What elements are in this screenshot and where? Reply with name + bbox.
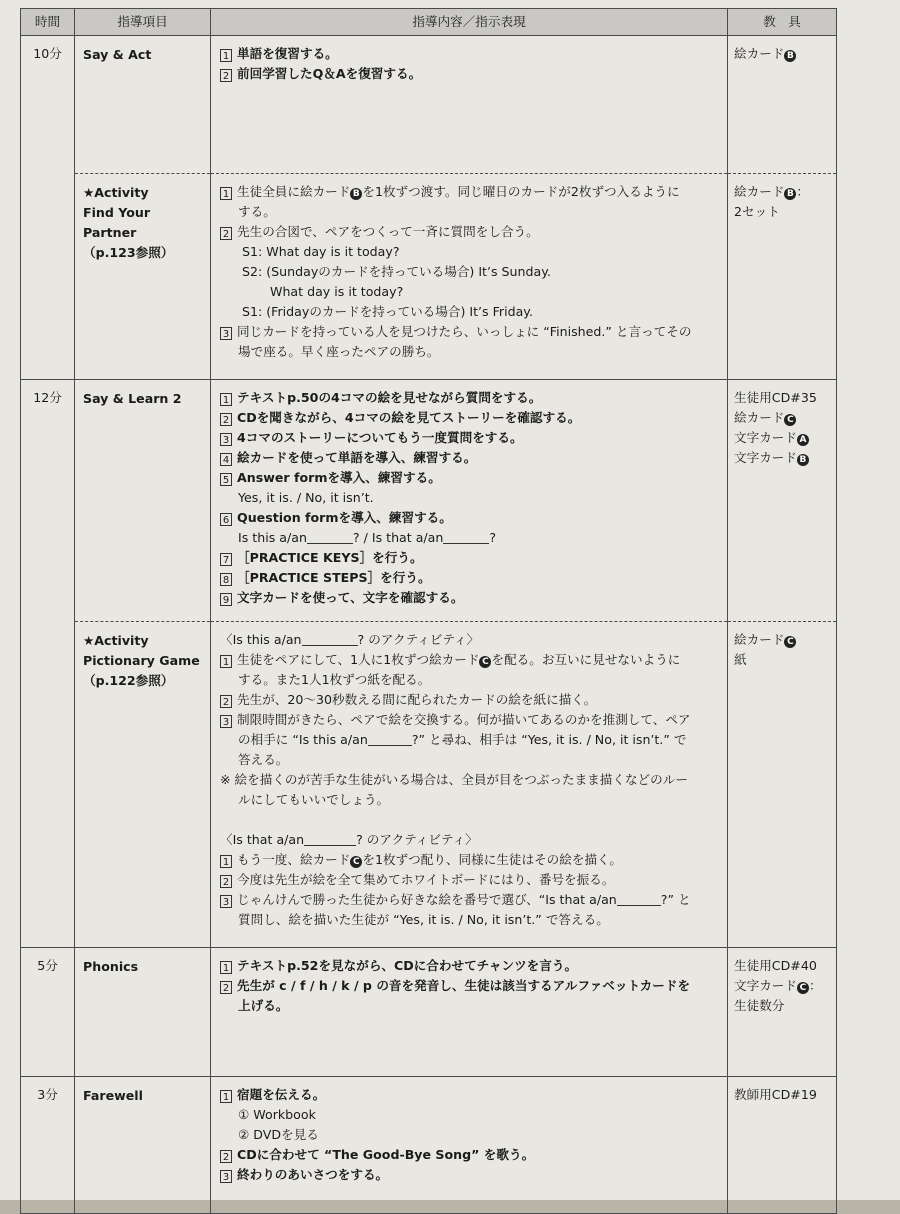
step-text: 今度は先生が絵を全て集めてホワイトボードにはり、番号を振る。 <box>237 872 615 887</box>
tool-text: 生徒用CD#40 <box>734 958 817 973</box>
tools-cell <box>728 948 837 1077</box>
step-text: もう一度、絵カード <box>237 852 351 867</box>
step-text: を1枚ずつ渡す。同じ曜日のカードが2枚ずつ入るように <box>362 184 680 199</box>
blank-underline <box>302 631 358 646</box>
step-text: 生徒をペアにして、1人に1枚ずつ絵カード <box>237 652 480 667</box>
step-number: 9 <box>220 593 232 606</box>
header-content: 指導内容／指示表現 <box>211 9 728 36</box>
dialogue-line: S1: What day is it today? <box>242 244 400 259</box>
tools-cell <box>728 1077 837 1214</box>
step-number: 2 <box>220 981 232 994</box>
step-number: 3 <box>220 327 232 340</box>
step-text: を配る。お互いに見せないように <box>491 652 681 667</box>
marker-c: C <box>797 982 809 994</box>
marker-c: C <box>479 656 491 668</box>
table-row <box>21 36 837 174</box>
step-text: 4コマのストーリーについてもう一度質問をする。 <box>237 430 523 445</box>
step-number: 3 <box>220 433 232 446</box>
tools-cell <box>728 36 837 174</box>
step-number: 2 <box>220 413 232 426</box>
marker-a: A <box>797 434 809 446</box>
step-number: 6 <box>220 513 232 526</box>
tool-text: 教師用CD#19 <box>734 1087 817 1102</box>
dialogue-line: What day is it today? <box>270 284 404 299</box>
step-text: 先生が、20～30秒数える間に配られたカードの絵を紙に描く。 <box>237 692 597 707</box>
tool-text: 生徒数分 <box>734 998 785 1013</box>
step-text: 前回学習したQ＆Aを復習する。 <box>237 66 422 81</box>
time-cell: 12分 <box>21 380 75 948</box>
header-time: 時間 <box>21 9 75 36</box>
step-number: 4 <box>220 453 232 466</box>
step-text: を1枚ずつ配り、同様に生徒はその絵を描く。 <box>362 852 622 867</box>
table-row <box>21 174 837 380</box>
tool-text: ： <box>808 978 822 993</box>
tool-text: 文字カード <box>734 430 797 445</box>
step-number: 1 <box>220 49 232 62</box>
item-line: ★Activity <box>83 185 149 200</box>
tool-text: 絵カード <box>734 184 785 199</box>
blank-underline <box>307 529 353 544</box>
table-row <box>21 948 837 1077</box>
table-row <box>21 380 837 622</box>
step-number: 1 <box>220 187 232 200</box>
content-cell <box>211 380 728 622</box>
content-cell <box>211 174 728 380</box>
step-number: 1 <box>220 961 232 974</box>
step-text: する。 <box>238 204 276 219</box>
tool-text: 文字カード <box>734 450 797 465</box>
blank-underline <box>304 831 356 846</box>
step-text: CDに合わせて “The Good-Bye Song” を歌う。 <box>237 1147 535 1162</box>
table-row <box>21 1077 837 1214</box>
time-cell: 10分 <box>21 36 75 380</box>
dialogue-line: S1: (Fridayのカードを持っている場合) It’s Friday. <box>242 304 533 319</box>
tool-text: 絵カード <box>734 632 785 647</box>
step-number: 3 <box>220 715 232 728</box>
step-text: 生徒全員に絵カード <box>237 184 351 199</box>
step-number: 1 <box>220 655 232 668</box>
tool-text: 2セット <box>734 204 780 219</box>
step-number: 5 <box>220 473 232 486</box>
example-line: ? <box>489 530 497 545</box>
step-number: 1 <box>220 393 232 406</box>
step-text: 制限時間がきたら、ペアで絵を交換する。何が描いてあるのかを推測して、ペア <box>237 712 691 727</box>
example-line: Yes, it is. / No, it isn’t. <box>238 490 374 505</box>
subheading: 〈Is that a/an <box>220 832 305 847</box>
note-text: ルにしてもいいでしょう。 <box>238 792 390 807</box>
header-item: 指導項目 <box>75 9 211 36</box>
step-text: 上げる。 <box>238 998 289 1013</box>
table-header-row <box>21 9 837 36</box>
step-number: 2 <box>220 227 232 240</box>
subheading: ? のアクティビティ〉 <box>356 832 478 847</box>
dialogue-line: S2: (Sundayのカードを持っている場合) It’s Sunday. <box>242 264 551 279</box>
lesson-plan-table <box>20 8 837 1214</box>
blank-underline <box>368 731 412 746</box>
step-text: 質問し、絵を描いた生徒が “Yes, it is. / No, it isn’t.” で答える。 <box>238 912 609 927</box>
item-cell <box>75 174 211 380</box>
item-title: Say & Learn 2 <box>83 391 182 406</box>
item-title: Say & Act <box>83 47 152 62</box>
tool-text: 絵カード <box>734 410 785 425</box>
item-cell <box>75 36 211 174</box>
step-number: 2 <box>220 875 232 888</box>
step-text: ?” と尋ね、相手は “Yes, it is. / No, it isn’t.” で <box>411 732 687 747</box>
subheading: 〈Is this a/an <box>220 632 302 647</box>
marker-b: B <box>797 454 809 466</box>
step-number: 2 <box>220 1150 232 1163</box>
step-text: 答える。 <box>238 752 289 767</box>
step-number: 2 <box>220 69 232 82</box>
step-number: 1 <box>220 855 232 868</box>
step-text: 先生の合図で、ペアをつくって一斉に質問をし合う。 <box>237 224 539 239</box>
step-text: 宿題を伝える。 <box>237 1087 326 1102</box>
step-text: 同じカードを持っている人を見つけたら、いっしょに “Finished.” と言ってその <box>237 324 692 339</box>
tool-text: 絵カード <box>734 46 785 61</box>
step-text: 単語を復習する。 <box>237 46 338 61</box>
step-text: の相手に “Is this a/an <box>238 732 368 747</box>
content-cell <box>211 948 728 1077</box>
content-cell <box>211 1077 728 1214</box>
marker-c: C <box>350 856 362 868</box>
step-text: ?” と <box>660 892 691 907</box>
item-line: Find Your <box>83 205 151 220</box>
item-line: ★Activity <box>83 633 149 648</box>
marker-c: C <box>784 636 796 648</box>
marker-c: C <box>784 414 796 426</box>
item-line: （p.123参照） <box>83 245 174 260</box>
subheading: ? のアクティビティ〉 <box>357 632 480 647</box>
content-cell <box>211 36 728 174</box>
step-text: 終わりのあいさつをする。 <box>237 1167 389 1182</box>
step-number: 8 <box>220 573 232 586</box>
item-cell <box>75 622 211 948</box>
tools-cell <box>728 622 837 948</box>
example-line: ? / Is that a/an <box>352 530 444 545</box>
tools-cell <box>728 174 837 380</box>
step-text: 文字カードを使って、文字を確認する。 <box>237 590 464 605</box>
step-text: テキストp.50の4コマの絵を見せながら質問をする。 <box>237 390 542 405</box>
tool-text: 文字カード <box>734 978 797 993</box>
tools-cell <box>728 380 837 622</box>
tool-text: 生徒用CD#35 <box>734 390 817 405</box>
step-number: 7 <box>220 553 232 566</box>
step-text: Answer formを導入、練習する。 <box>237 470 441 485</box>
blank-underline <box>443 529 489 544</box>
table-row <box>21 622 837 948</box>
step-number: 3 <box>220 895 232 908</box>
blank-underline <box>617 891 661 906</box>
item-line: Pictionary Game <box>83 653 200 668</box>
note-text: ※ 絵を描くのが苦手な生徒がいる場合は、全員が目をつぶったまま描くなどのルー <box>220 772 688 787</box>
step-text: CDを聞きながら、4コマの絵を見てストーリーを確認する。 <box>237 410 581 425</box>
step-number: 3 <box>220 1170 232 1183</box>
time-cell: 5分 <box>21 948 75 1077</box>
step-text: テキストp.52を見ながら、CDに合わせてチャンツを言う。 <box>237 958 578 973</box>
header-tools: 教 具 <box>728 9 837 36</box>
step-text: Question formを導入、練習する。 <box>237 510 452 525</box>
sub-item: ① Workbook <box>238 1107 316 1122</box>
step-text: する。また1人1枚ずつ紙を配る。 <box>238 672 431 687</box>
step-text: ［PRACTICE KEYS］を行う。 <box>237 550 423 565</box>
sub-item: ② DVDを見る <box>238 1127 319 1142</box>
step-number: 2 <box>220 695 232 708</box>
item-cell <box>75 380 211 622</box>
item-cell <box>75 1077 211 1214</box>
step-text: じゃんけんで勝った生徒から好きな絵を番号で選び、“Is that a/an <box>237 892 617 907</box>
step-text: ［PRACTICE STEPS］を行う。 <box>237 570 431 585</box>
step-number: 1 <box>220 1090 232 1103</box>
time-cell: 3分 <box>21 1077 75 1214</box>
step-text: 先生が c / f / h / k / p の音を発音し、生徒は該当するアルファベットカードを <box>237 978 691 993</box>
tool-text: ： <box>796 184 809 199</box>
item-title: Phonics <box>83 959 139 974</box>
example-line: Is this a/an <box>238 530 307 545</box>
step-text: 場で座る。早く座ったペアの勝ち。 <box>238 344 440 359</box>
item-line: （p.122参照） <box>83 673 174 688</box>
marker-b: B <box>784 50 796 62</box>
item-title: Farewell <box>83 1088 143 1103</box>
marker-b: B <box>784 188 796 200</box>
item-cell <box>75 948 211 1077</box>
step-text: 絵カードを使って単語を導入、練習する。 <box>237 450 477 465</box>
item-line: Partner <box>83 225 137 240</box>
marker-b: B <box>350 188 362 200</box>
content-cell <box>211 622 728 948</box>
tool-text: 紙 <box>734 652 747 667</box>
